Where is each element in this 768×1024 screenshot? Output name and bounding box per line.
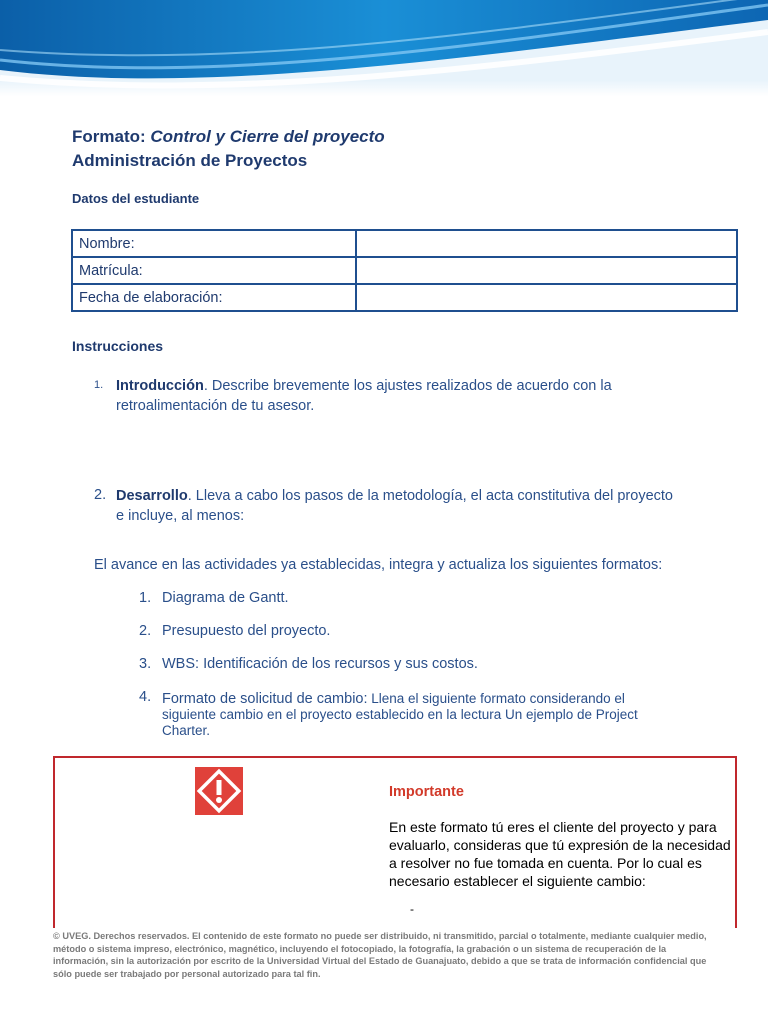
intro-sentence: El avance en las actividades ya establecidas, integra y actualiza los siguientes formatos: [94, 557, 663, 573]
course-title: Administración de Proyectos [72, 151, 308, 170]
table-row [72, 284, 737, 311]
item1-bold: Introducción [116, 378, 204, 394]
item2-number: 2. [94, 487, 107, 503]
sub4-line3: Charter. [162, 723, 211, 738]
item2-line2: e incluye, al menos: [116, 508, 245, 524]
sub4-text [162, 689, 625, 709]
item2-line1: . Lleva a cabo los pasos de la metodología, el acta constitutiva del proyecto [187, 488, 673, 504]
sub4-text-a: Formato de solicitud de cambio: [162, 691, 368, 707]
format-name: Control y Cierre del proyecto [150, 127, 385, 146]
item1-text [116, 376, 612, 416]
table-row [72, 257, 737, 284]
sub3-text: WBS: Identificación de los recursos y sus costos. [162, 656, 478, 672]
sub1-text: Diagrama de Gantt. [162, 590, 289, 606]
item2-bold: Desarrollo [116, 488, 188, 504]
important-bullet: - [410, 902, 414, 916]
sub2-number: 2. [139, 623, 152, 639]
table-row [72, 230, 737, 257]
name-field[interactable] [356, 230, 737, 257]
format-label: Formato: [72, 127, 146, 146]
banner-graphic [0, 0, 768, 96]
important-text: En este formato tú eres el cliente del proyecto y para evaluarlo, consideras que tú expresión de la necesidad a resolver no fue tomada en cuenta. Por lo cual es necesario establecer el siguiente cambio: [389, 819, 731, 889]
header-banner [0, 0, 768, 96]
name-label: Nombre: [72, 230, 356, 257]
matricula-label: Matrícula: [72, 257, 356, 284]
matricula-field[interactable] [356, 257, 737, 284]
copyright-footer: © UVEG. Derechos reservados. El contenido de este formato no puede ser distribuido, ni transmitido, parcial o totalmente, mediante cualquier medio, método o sistema impreso, electrónico, magnético, incluyendo el fotocopiado, la fotografía, la grabación o un sistema de recuperación de la información, sin la autorización por escrito de la Universidad Virtual del Estado de Guanajuato, debido a que se trata de información confidencial que sólo puede ser trabajado por personal autorizado para tal fin. [53, 931, 707, 979]
sub3-number: 3. [139, 656, 152, 672]
item1-number: 1. [94, 379, 104, 391]
page-title [72, 125, 385, 149]
student-section-title: Datos del estudiante [72, 191, 200, 206]
warning-icon [195, 767, 243, 815]
sub4-text-b: Llena el siguiente formato considerando el [367, 691, 625, 706]
sub1-number: 1. [139, 590, 152, 606]
item1-line1: . Describe brevemente los ajustes realizados de acuerdo con la [203, 378, 612, 394]
date-label: Fecha de elaboración: [72, 284, 356, 311]
sub2-text: Presupuesto del proyecto. [162, 623, 331, 639]
student-data-table [71, 229, 738, 312]
important-title: Importante [389, 784, 464, 800]
item2-text [116, 486, 673, 526]
instructions-title: Instrucciones [72, 338, 164, 354]
sub4-line2: siguiente cambio en el proyecto establecido en la lectura Un ejemplo de Project [162, 707, 638, 722]
sub4-number: 4. [139, 689, 152, 705]
item1-line2: retroalimentación de tu asesor. [116, 398, 315, 414]
date-field[interactable] [356, 284, 737, 311]
